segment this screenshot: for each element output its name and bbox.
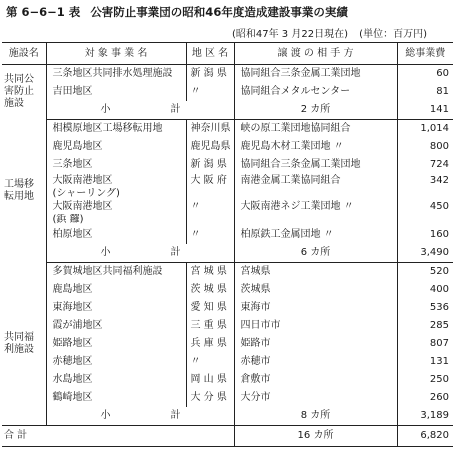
category-cell: 共同公害防止施設 (4, 74, 34, 110)
table-row (2, 335, 453, 353)
grand-total-label: 合 計 (2, 426, 46, 447)
transferee-cell: 南港金属工業協同組合 (234, 174, 397, 188)
table-title (6, 4, 348, 20)
total-cell: 724 (397, 156, 453, 174)
area-cell: 岡 山 県 (186, 371, 234, 389)
area-cell: 〃 (186, 83, 234, 101)
transferee-cell (234, 214, 397, 226)
transferee-cell (234, 188, 397, 200)
subtotal-row (2, 407, 453, 426)
project-cell: 大阪南港地区 (46, 200, 186, 214)
grand-total-spacer (46, 426, 186, 447)
as-of-date: (昭和47年 3 月22日現在) (232, 29, 348, 40)
project-note-cell: (鋲 鑼) (46, 214, 186, 226)
subtotal-label-a: 小 (100, 247, 111, 258)
total-cell: 260 (397, 389, 453, 407)
area-cell: 鹿児島県 (186, 138, 234, 156)
area-cell: 大 阪 府 (186, 174, 234, 188)
total-cell: 342 (397, 174, 453, 188)
subtotal-label-a: 小 (100, 104, 111, 115)
total-cell: 450 (397, 200, 453, 214)
project-cell: 姫路地区 (46, 335, 186, 353)
table-row (2, 156, 453, 174)
table-row (2, 226, 453, 244)
total-cell (397, 214, 453, 226)
subtotal-label (46, 407, 234, 426)
total-cell: 131 (397, 353, 453, 371)
table-row (2, 174, 453, 188)
transferee-cell: 倉敷市 (234, 371, 397, 389)
category-cell: 共同福利施設 (4, 331, 34, 355)
total-cell: 807 (397, 335, 453, 353)
header-total: 総事業費 (397, 43, 453, 65)
project-cell: 赤穂地区 (46, 353, 186, 371)
table-row (2, 188, 453, 200)
grand-total-count: 16 カ所 (234, 426, 397, 447)
header-project: 対 象 事 業 名 (46, 43, 186, 65)
area-cell: 〃 (186, 226, 234, 244)
area-cell: 茨 城 県 (186, 281, 234, 299)
projects-table (2, 42, 453, 447)
total-cell: 400 (397, 281, 453, 299)
area-cell: 三 重 県 (186, 317, 234, 335)
area-cell: 〃 (186, 353, 234, 371)
table-subtitle (232, 25, 427, 40)
transferee-cell: 赤穂市 (234, 353, 397, 371)
subtotal-row (2, 101, 453, 120)
table-row (2, 200, 453, 214)
table-row (2, 317, 453, 335)
subtotal-total: 3,490 (397, 244, 453, 263)
table-header-row (2, 43, 453, 65)
project-cell: 水島地区 (46, 371, 186, 389)
grand-total-spacer (186, 426, 234, 447)
unit-note: (単位：百万円) (359, 29, 427, 40)
table-row (2, 214, 453, 226)
project-cell: 三条地区 (46, 156, 186, 174)
area-cell: 愛 知 県 (186, 299, 234, 317)
area-cell: 新 潟 県 (186, 65, 234, 84)
transferee-cell: 柏原鉄工金属団地 〃 (234, 226, 397, 244)
table-row (2, 83, 453, 101)
project-cell: 吉田地区 (46, 83, 186, 101)
total-cell (397, 188, 453, 200)
project-cell: 大阪南港地区 (46, 174, 186, 188)
subtotal-label-b: 計 (170, 104, 181, 115)
project-cell: 三条地区共同排水処理施設 (46, 65, 186, 84)
subtotal-count: 8 カ所 (234, 407, 397, 426)
total-cell: 160 (397, 226, 453, 244)
subtotal-count: 2 カ所 (234, 101, 397, 120)
transferee-cell: 大阪南港ネジ工業団地 〃 (234, 200, 397, 214)
transferee-cell: 鹿児島木材工業団地 〃 (234, 138, 397, 156)
total-cell: 60 (397, 65, 453, 84)
subtotal-label (46, 244, 234, 263)
table-row (2, 299, 453, 317)
total-cell: 800 (397, 138, 453, 156)
project-cell: 東海地区 (46, 299, 186, 317)
total-cell: 520 (397, 263, 453, 282)
project-cell: 霞が浦地区 (46, 317, 186, 335)
transferee-cell: 協同組合三条金属工業団地 (234, 156, 397, 174)
category-cell: 工場移転用地 (4, 179, 34, 202)
header-area: 地 区 名 (186, 43, 234, 65)
table-title-text: 公害防止事業団の昭和46年度造成建設事業の実績 (90, 5, 348, 19)
total-cell: 81 (397, 83, 453, 101)
area-cell: 大 分 県 (186, 389, 234, 407)
project-cell: 相模原地区工場移転用地 (46, 120, 186, 139)
header-transferee: 譲 渡 の 相 手 方 (234, 43, 397, 65)
grand-total-row (2, 426, 453, 447)
project-cell: 鹿島地区 (46, 281, 186, 299)
area-cell: 新 潟 県 (186, 156, 234, 174)
area-cell (186, 188, 234, 200)
project-note-cell: (シャーリング) (46, 188, 186, 200)
table-row (2, 263, 453, 282)
subtotal-total: 141 (397, 101, 453, 120)
area-cell: 宮 城 県 (186, 263, 234, 282)
subtotal-label-b: 計 (170, 247, 181, 258)
transferee-cell: 協同組合三条金属工業団地 (234, 65, 397, 84)
project-cell: 鹿児島地区 (46, 138, 186, 156)
area-cell: 兵 庫 県 (186, 335, 234, 353)
table-row (2, 138, 453, 156)
table-row (2, 353, 453, 371)
total-cell: 536 (397, 299, 453, 317)
table-row (2, 120, 453, 139)
project-cell: 柏原地区 (46, 226, 186, 244)
total-cell: 250 (397, 371, 453, 389)
total-cell: 285 (397, 317, 453, 335)
table-row (2, 389, 453, 407)
transferee-cell: 茨城県 (234, 281, 397, 299)
table-row (2, 65, 453, 84)
area-cell (186, 214, 234, 226)
subtotal-count: 6 カ所 (234, 244, 397, 263)
subtotal-label (46, 101, 234, 120)
table-row (2, 371, 453, 389)
transferee-cell: 姫路市 (234, 335, 397, 353)
area-cell: 神奈川県 (186, 120, 234, 139)
transferee-cell: 協同組合メタルセンター (234, 83, 397, 101)
table-row (2, 281, 453, 299)
transferee-cell: 宮城県 (234, 263, 397, 282)
grand-total-value: 6,820 (397, 426, 453, 447)
header-field: 施設名 (2, 43, 46, 65)
project-cell: 鶴崎地区 (46, 389, 186, 407)
total-cell: 1,014 (397, 120, 453, 139)
transferee-cell: 峡の原工業団地協同組合 (234, 120, 397, 139)
transferee-cell: 大分市 (234, 389, 397, 407)
subtotal-label-a: 小 (100, 410, 111, 421)
project-cell: 多賀城地区共同福利施設 (46, 263, 186, 282)
area-cell: 〃 (186, 200, 234, 214)
transferee-cell: 東海市 (234, 299, 397, 317)
table-number: 第 6−6−1 表 (6, 5, 81, 19)
subtotal-label-b: 計 (170, 410, 181, 421)
subtotal-row (2, 244, 453, 263)
subtotal-total: 3,189 (397, 407, 453, 426)
transferee-cell: 四日市市 (234, 317, 397, 335)
